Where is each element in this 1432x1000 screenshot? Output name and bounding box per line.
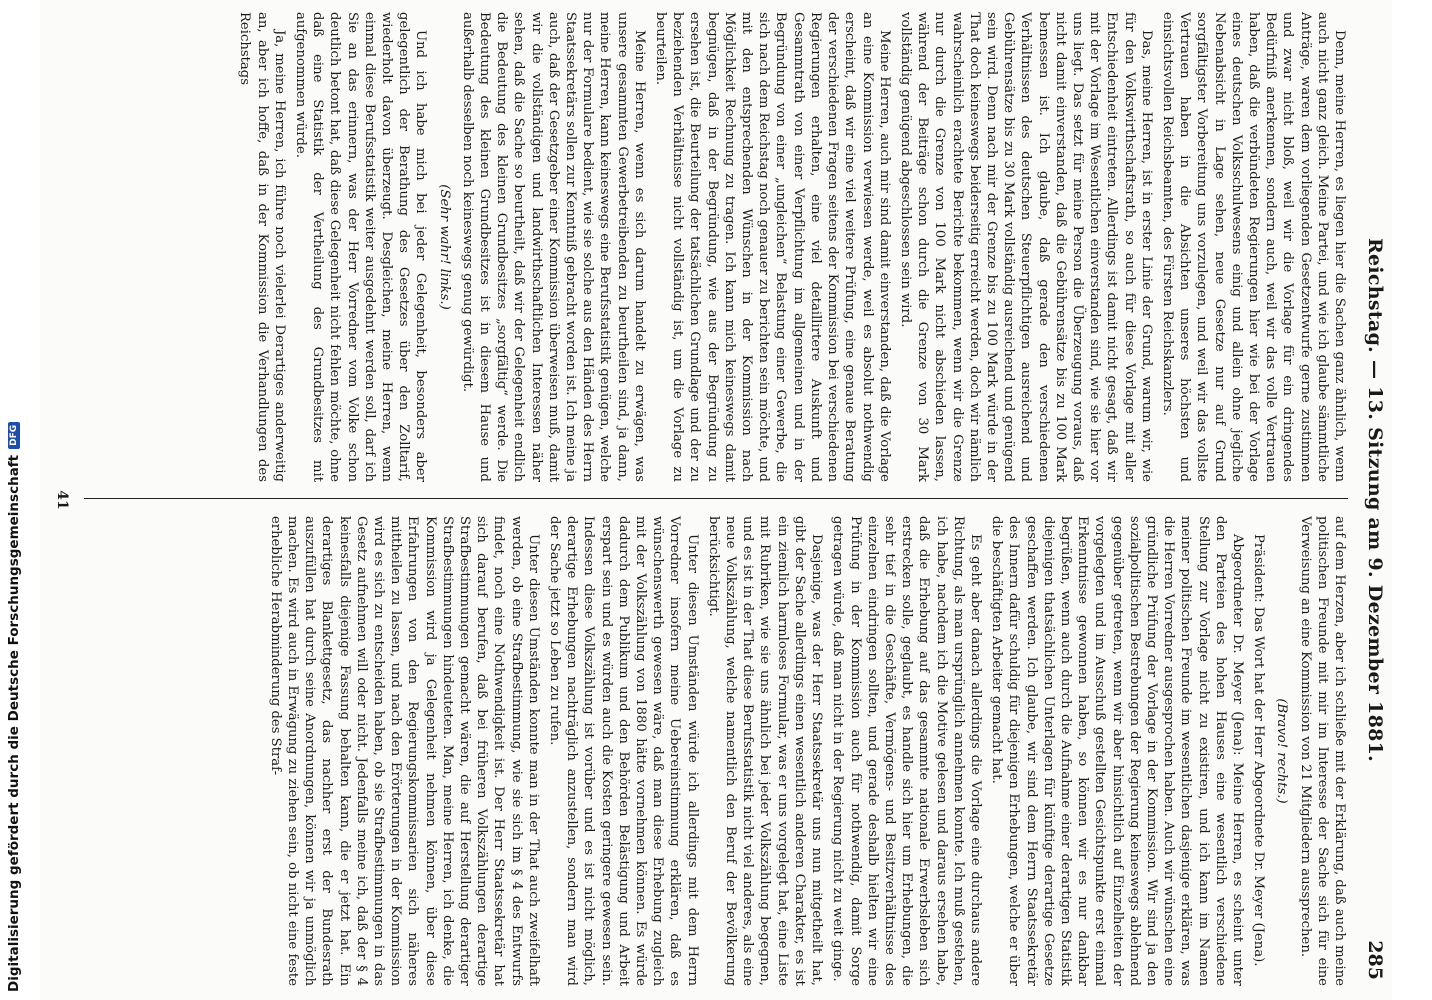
digitization-note-text: Digitalisierung gefördert durch die Deutsche Forschungsgemeinschaft [6, 454, 22, 992]
page-number: 285 [1364, 940, 1386, 980]
paragraph: Und ich habe mich bei jeder Gelegenheit, besonders aber gelegentlich der Berathung des Gesetzes über den Zolltarif, wiederholt davon überzeugt. Desgleichen, meine Herren, wenn einmal diese Berufsstatistik weiter ausgedehnt werden soll, darf ich Sie an das erinnern, was der Herr Vorredner vom Volke schon deutlich betont hat, daß diese Gelegenheit nicht fehlen möchte, ohne daß eine Statistik der Vertheilung des Grundbesitzes mit aufgenommen würde. [293, 12, 429, 482]
paragraph: Denn, meine Herren, es liegen hier die Sachen ganz ähnlich, wenn auch nicht ganz gleich. Meine Partei, und wie ich glaube sämmtliche Anträge, waren dem vorliegenden Gesetzentwurfe gerne zustimmen und zwar nicht bloß, weil wir die Vorlage für ein dringendes Bedürfniß anerkennen, sondern auch, weil wir das volle Vertrauen haben, daß die verbündeten Regierungen hier wie bei der Vorlage eines deutschen Volksschulwesens einig und allein ohne jegliche Nebenabsicht in Lage sehen, neue Gesetze nur auf Grund sorgfältigster Vorbereitung uns vorzulegen, und weil wir das vollste Vertrauen haben in die Absichten unseres höchsten und einsichtsvollen Reichsbeamten, des Fürsten Reichskanzlers. [1159, 12, 1347, 482]
running-title: Reichstag. — 13. Sitzung am 9. Dezember 1881. [1364, 237, 1386, 763]
left-column [84, 12, 1348, 482]
paragraph: Das, meine Herren, ist in erster Linie der Grund, warum wir, wie für den Volkswirthschaftsrath, so auch für diese Vorlage mit aller Entschiedenheit eintreten. Allerdings ist damit nicht gesagt, daß wir mit der Vorlage im Wesentlichen einverstanden sind, wie sie hier vor uns liegt. Das setzt für meine Person die Überzeugung voraus, daß nicht damit einverstanden, daß die Gebührensätze bis zu 100 Mark bemessen ist. Ich glaube, daß gerade den verschiedenen Verhältnissen des deutschen Steuerpflichtigen ausreichend und Gebührensätze bis zu 30 Mark vollständig ausreichend und genügend sein wird. Denn nach mir der Grenze bis zu 100 Mark würde in der That doch keineswegs beiderseitig erreicht werden, doch wir nämlich wahrscheinlich erachtete Berichte bekommen, wenn wir die Grenze nur durch die Grenze von 100 Mark nicht abschieden lassen, während der Beiträge schon durch die Grenze von 30 Mark vollständig genügend abgeschlossen sein wird. [897, 12, 1154, 482]
page-header [1358, 20, 1386, 980]
paragraph: Es geht aber danach allerdings die Vorlage eine durchaus andere Richtung, als man ursprünglich annehmen konnte. Ich muß gestehen, ich habe, nachdem ich die Motive gelesen und daraus ersehen habe, daß die Erhebung auf das gesammte nationale Erwerbsleben sich erstrecken solle, geglaubt, es handle sich hier um Erhebungen, die sehr tief in die Geschäfte, Vermögens- und Besitzverhältnisse des einzelnen eindringen sollten, und gerade deshalb hielten wir eine Prüfung in der Kommission auch für nothwendig, damit Sorge getragen würde, daß man nicht in der Regierung nicht zu weit ginge. [830, 516, 983, 986]
paragraph: Unter diesen Umständen konnte man in der That auch zweifelhaft werden, ob eine Strafbestimmung, wie sie sich im § 4 des Entwurfs findet, noch eine Nothwendigkeit ist. Der Herr Staatssekretär hat sich darauf berufen, daß bei früheren Volkszählungen derartige Strafbestimmungen gemacht wären, die auf Herstellung derartiger Strafbestimmungen hindeuteten. Man, meine Herren, ich denke, die Kommission wird ja Gelegenheit nehmen können, über diese Erfahrungen von den Regierungskommissarien sich näheres mittheilen zu lassen, und nach den Erörterungen in der Kommission wird es sich zu entscheiden haben, ob sie Strafbestimmungen in das Gesetz aufnehmen will oder nicht. Jedenfalls meine ich, daß der § 4 keinesfalls diejenige Fassung behalten kann, die er jetzt hat. Ein derartiges Blankettgesetz, das nachher erst der Bundesrath auszufüllen hat durch seine Anordnungen, können wir ja unmöglich machen. Es wird auch in Erwägung zu ziehen sein, ob nicht eine feste erhebliche Herabminderung des Straf- [267, 516, 541, 986]
speaker-paragraph: Präsident: Das Wort hat der Herr Abgeordnete Dr. Meyer (Jena). [1251, 534, 1267, 967]
interjection: (Bravo! rechts.) [1274, 698, 1290, 804]
paragraph: Ja, meine Herren, ich führe noch vielerlei Derartiges anderweitig an, aber ich hoffe, daß in der Kommission die Verhandlungen des Reichstags [237, 12, 287, 482]
digitization-margin [0, 0, 40, 1000]
digitization-note [6, 422, 22, 992]
speaker-paragraph: Abgeordneter Dr. Meyer (Jena): Meine Herren, es scheint unter den Parteien des hohen Hauses eine wesentlich verschiedene Stellung zur Vorlage nicht zu existiren, und ich kann im Namen meiner politischen Freunde im wesentlichen dasjenige erklären, was die Herren Vorredner ausgesprochen haben. Auch wir wünschen eine gründliche Prüfung der Vorlage in der Kommission. Wir sind ja den sozialpolitischen Bestrebungen der Regierung keineswegs ablehnend gegenüber getreten, wenn wir aber hinsichtlich auf Einzelheiten der vorgelegten und im Ausschuß gestellten Gesichtspunkte erst einmal Erkenntnisse gewonnen haben, so können wir es nur dankbar begrüßen, wenn auch durch die Aufnahme einer derartigen Statistik diejenigen thatsächlichen Unterlagen für künftige derartige Gesetze geschaffen werden. Ich glaube, wir sind dem Herrn Staatssekretär des Innern dafür schuldig für diejenigen Erhebungen, welche er über die beschäftigten Arbeiter gemacht hat. [989, 516, 1245, 986]
column-divider [84, 498, 1348, 499]
paragraph: Unter diesen Umständen würde ich allerdings mit dem Herrn Vorredner insofern meine Uebereinstimmung erklären, daß es wünschenswerth gewesen wäre, daß man diese Erhebung zugleich mit der Volkszählung von 1880 hätte vornehmen können. Es würde dadurch dem Publikum und den Behörden Belästigung und Arbeit erspart sein und es würden auch die Kosten geringere gewesen sein. Indessen diese Volkszählung ist vorüber und es ist nicht möglich, derartige Erhebungen nachträglich anzustellen, sondern man wird der Sache jetzt so Leben zu rufen. [547, 516, 700, 986]
scanned-page [40, 0, 1392, 1000]
signature-mark: 41 [54, 490, 70, 510]
interjection: (Sehr wahr! links.) [436, 184, 452, 310]
paragraph: Dasjenige, was der Herr Staatssekretär uns nun mitgetheilt hat, gibt der Sache allerdings einen wesentlich anderen Charakter, es ist ein ziemlich harmloses Formular, was er uns vorgelegt hat, eine Liste mit Rubriken, wie sie uns ähnlich bei jeder Volkszählung begegnen, und es ist in der That diese Berufsstatistik nicht viel anderes, als eine neue Volkszählung, welche namentlich den Beruf der Bevölkerung berücksichtigt. [705, 516, 825, 986]
paragraph: Meine Herren, wenn es sich darum handelt zu erwägen, was unsere gesammten Gewerbetreibenden zu beurtheilen sind, ja dann, meine Herren, kann keineswegs eine Berufsstatistik genügen, welche nur der Formulare bedient, wie sie solche aus den Händen des Herrn Staatssekretärs sollen zur Kenntniß gebracht worden ist. Ich meine ja auch, daß der Gesetzgeber einer Kommission überweisen muß, damit wir die vollständigen und landwirthschaftlichen Interessen näher sehen, daß die Sache so beurtheilt, daß wir der Gelegenheit endlich die Bedeutung des kleinen Grundbesitzes „sorgfältig“ werde. Die Bedeutung des kleinen Grundbesitzes ist in diesem Hause und außerhalb desselben noch keineswegs genug gewürdigt. [459, 12, 647, 482]
paragraph: auf dem Herzen, aber ich schließe mit der Erklärung, daß auch meine politischen Freunde mit mir im Interesse der Sache sich für eine Verweisung an eine Kommission von 21 Mitgliedern aussprechen. [1297, 516, 1347, 986]
paragraph: Meine Herren, auch mir sind damit einverstanden, daß die Vorlage an eine Kommission verwiesen werde, weil es absolut nothwendig erscheint, daß wir eine viel weitere Prüfung, eine genaue Beratung der verschiedenen Fragen seitens der Kommission bei verschiedenen Regierungen erhalten, eine viel detaillirtere Auskunft und Gesammtrath von einer Verpflichtung im allgemeinen und in der Begründung von einer „ungleichen“ Belastung einer Gewerbe, die sich nach dem Reichstag noch genauer zu berichten sein möchte, und mit den entsprechenden Wünschen in der Kommission nach Möglichkeit Rechnung zu tragen. Ich kann mich keineswegs damit begnügen, daß in der Begründung, wie aus der Begründung zu ersehen ist, die Beurteilung der tatsächlichen Grundlage und der zu beziehenden Verhältnisse nicht vollständig ist, um die Vorlage zu beurteilen. [653, 12, 892, 482]
right-column [84, 516, 1348, 986]
dfg-logo: DFG [8, 422, 20, 449]
